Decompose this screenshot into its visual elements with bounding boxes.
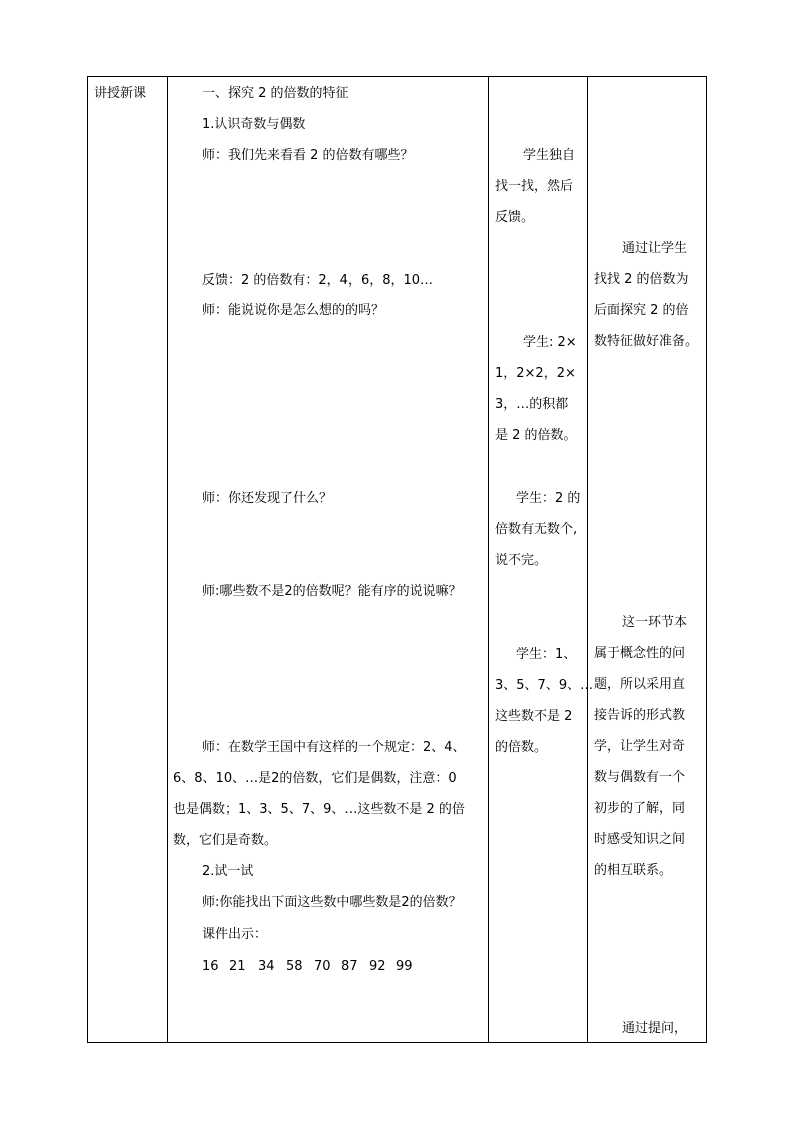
student-activity-4-line: 这些数不是 2 [495,709,573,724]
student-activity-3-line: 倍数有无数个, [495,522,578,537]
rule-paragraph-line-4: 数，它们是奇数。 [173,833,278,848]
student-activity-2-line: 3，…的积都 [495,397,569,412]
table-border-left [87,76,88,1043]
design-intent-2-line: 题，所以采用直 [594,677,686,692]
student-activity-4-line: 3、5、7、9、… [495,678,594,693]
student-activity-2-line: 1，2×2，2× [495,366,576,381]
design-intent-2-line: 这一环节本 [622,615,688,630]
student-activity-3-line: 说不完。 [495,553,548,568]
student-activity-1-line: 学生独自 [523,148,576,163]
courseware-label: 课件出示： [202,927,268,942]
teacher-question-4: 师:哪些数不是2的倍数呢？能有序的说说嘛？ [202,584,462,599]
design-intent-2-line: 属于概念性的问 [594,646,686,661]
design-intent-1-line: 找找 2 的倍数为 [594,272,689,287]
design-intent-1-line: 后面探究 2 的倍 [594,303,689,318]
rule-paragraph-line-2: 6、8、10、…是2的倍数，它们是偶数，注意：0 [173,771,457,786]
content-subheading-2: 2.试一试 [202,864,254,879]
design-intent-2-line: 时感受知识之间 [594,832,686,847]
design-intent-3-line: 通过提问， [622,1021,688,1036]
teacher-question-5: 师:你能找出下面这些数中哪些数是2的倍数？ [202,895,462,910]
student-activity-2-line: 是 2 的倍数。 [495,428,577,443]
number-item: 21 [229,959,246,974]
column-divider-3 [587,76,588,1043]
number-item: 34 [258,959,275,974]
table-border-bottom [87,1042,706,1043]
number-item: 58 [286,959,303,974]
design-intent-2-line: 接告诉的形式教 [594,708,686,723]
student-activity-3-line: 学生：2 的 [516,491,581,506]
content-heading: 一、探究 2 的倍数的特征 [202,86,349,101]
feedback-line: 反馈：2 的倍数有：2，4，6，8，10… [202,273,434,288]
student-activity-4-line: 的倍数。 [495,740,548,755]
table-border-right [706,76,707,1043]
number-item: 70 [314,959,331,974]
section-label: 讲授新课 [94,86,147,101]
student-activity-2-line: 学生: 2× [523,335,577,350]
design-intent-2-line: 学，让学生对奇 [594,739,686,754]
student-activity-1-line: 找一找，然后 [495,179,574,194]
rule-paragraph-line-1: 师：在数学王国中有这样的一个规定：2、4、 [202,740,466,755]
teacher-question-1: 师：我们先来看看 2 的倍数有哪些？ [202,148,414,163]
student-activity-1-line: 反馈。 [495,210,535,225]
teacher-question-2: 师：能说说你是怎么想的的吗？ [202,303,385,318]
number-item: 99 [396,959,413,974]
rule-paragraph-line-3: 也是偶数；1、3、5、7、9、…这些数不是 2 的倍 [173,802,465,817]
number-item: 92 [369,959,386,974]
design-intent-2-line: 的相互联系。 [594,863,673,878]
number-item: 16 [202,959,219,974]
column-divider-2 [488,76,489,1043]
student-activity-4-line: 学生：1、 [516,647,577,662]
design-intent-2-line: 数与偶数有一个 [594,770,686,785]
table-border-top [87,76,706,77]
column-divider-1 [167,76,168,1043]
number-item: 87 [341,959,358,974]
design-intent-2-line: 初步的了解，同 [594,801,686,816]
content-subheading-1: 1.认识奇数与偶数 [202,117,306,132]
design-intent-1-line: 数特征做好准备。 [594,334,699,349]
teacher-question-3: 师：你还发现了什么？ [202,491,333,506]
design-intent-1-line: 通过让学生 [622,241,688,256]
